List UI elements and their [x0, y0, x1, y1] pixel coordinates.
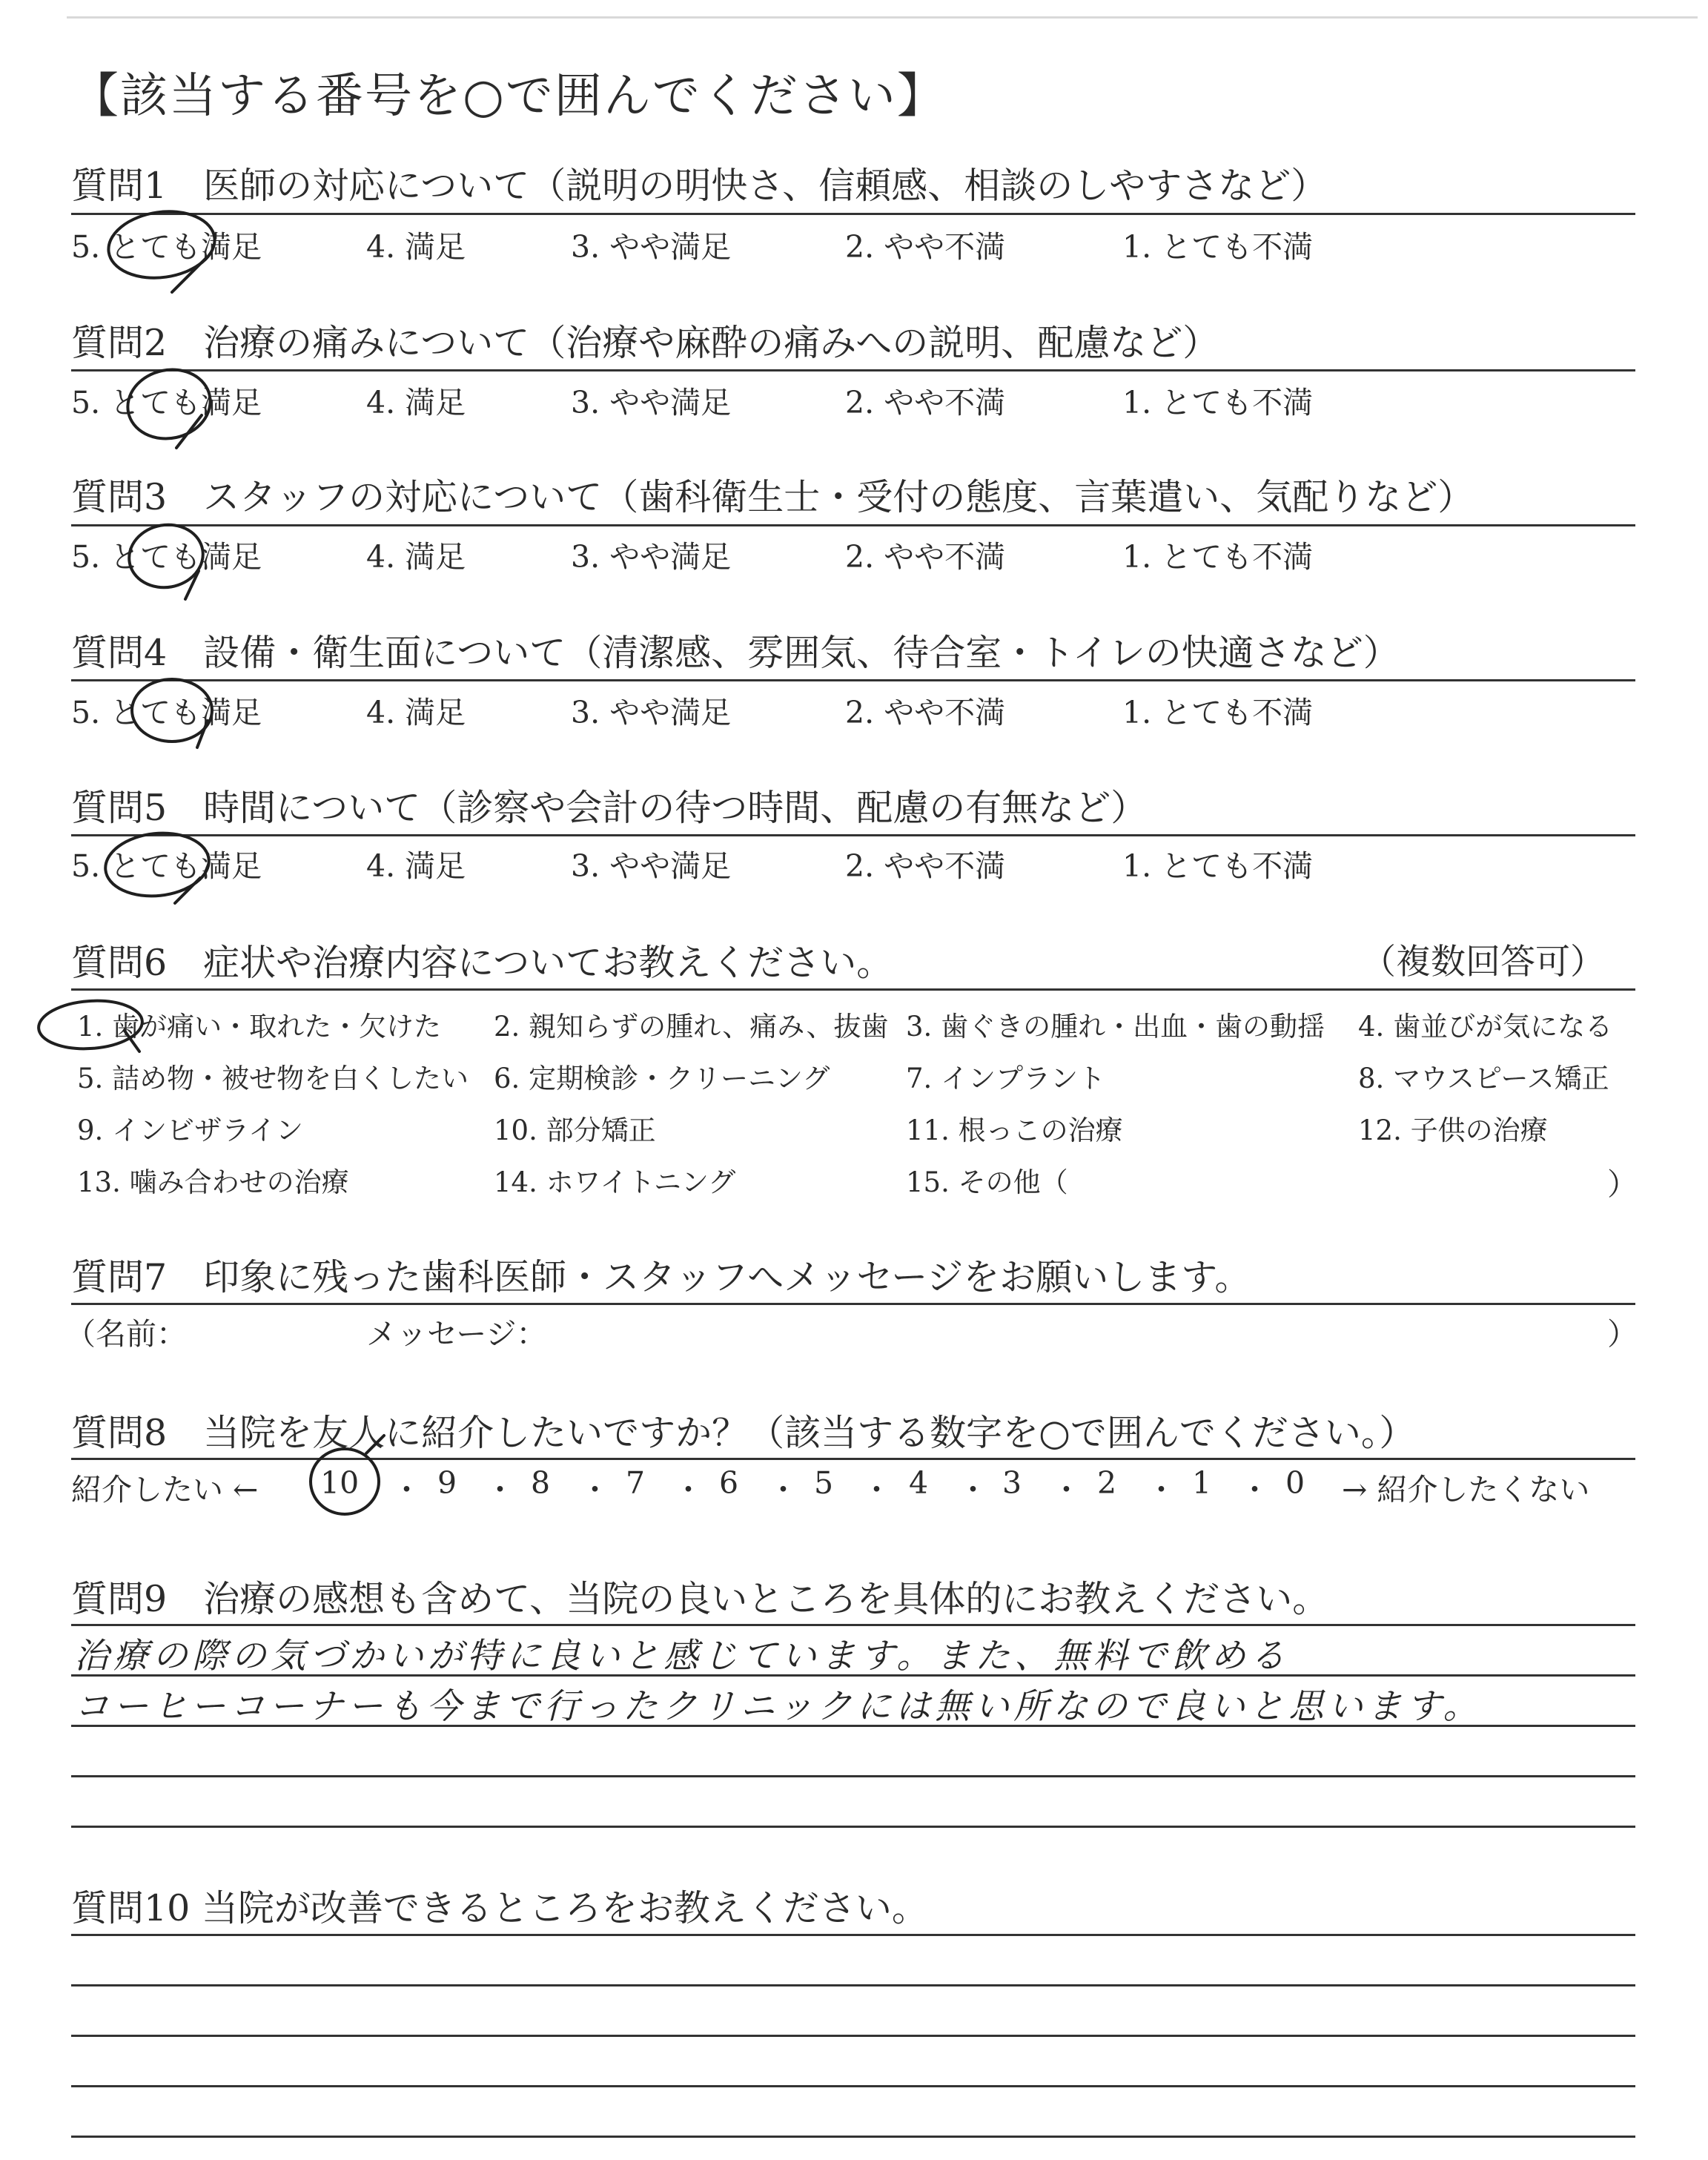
question-2: 質問2 治療の痛みについて（治療や麻酔の痛みへの説明、配慮など） — [71, 322, 1219, 364]
q8-separator: ・ — [1146, 1472, 1176, 1507]
q6-option-2[interactable]: 2. 親知らずの腫れ、痛み、抜歯 — [494, 1011, 889, 1043]
q5-option-4[interactable]: 4. 満足 — [366, 848, 466, 884]
q5-option-1[interactable]: 1. とても不満 — [1122, 848, 1314, 884]
q3-option-3[interactable]: 3. やや満足 — [571, 539, 732, 575]
q6-option-10[interactable]: 10. 部分矯正 — [494, 1114, 656, 1146]
q1-circle-mark — [105, 205, 219, 292]
q6-option-13[interactable]: 13. 噛み合わせの治療 — [77, 1166, 349, 1198]
q8-score-1[interactable]: 1 — [1192, 1465, 1212, 1501]
q5-option-3[interactable]: 3. やや満足 — [571, 848, 732, 884]
q8-separator: ・ — [391, 1472, 422, 1507]
q6-option-7[interactable]: 7. インプラント — [906, 1063, 1106, 1094]
q5-option-2[interactable]: 2. やや不満 — [845, 848, 1006, 884]
question-6: 質問6 症状や治療内容についてお教えください。 — [71, 942, 893, 984]
q8-separator: ・ — [768, 1472, 798, 1507]
q7-name-field[interactable]: （名前： — [65, 1316, 187, 1352]
q6-option-8[interactable]: 8. マウスピース矯正 — [1358, 1063, 1609, 1094]
q8-score-0[interactable]: 0 — [1285, 1465, 1305, 1501]
question-9: 質問9 治療の感想も含めて、当院の良いところを具体的にお教えください。 — [71, 1578, 1329, 1620]
q7-close: ） — [1607, 1316, 1638, 1352]
q1-option-2[interactable]: 2. やや不満 — [845, 229, 1006, 265]
q8-not-recommend-label: → 紹介したくない — [1342, 1472, 1590, 1507]
q6-other-close: ） — [1607, 1166, 1638, 1202]
q1-option-3[interactable]: 3. やや満足 — [571, 229, 732, 265]
q6-option-5[interactable]: 5. 詰め物・被せ物を白くしたい — [77, 1063, 469, 1094]
q5-circle-mark — [102, 828, 212, 903]
multiple-answers-note: （複数回答可） — [1361, 942, 1605, 982]
q8-score-10-circle-mark — [311, 1436, 384, 1514]
q1-option-1[interactable]: 1. とても不満 — [1122, 229, 1314, 265]
question-8: 質問8 当院を友人に紹介したいですか？（該当する数字を○で囲んでください。） — [71, 1412, 1416, 1454]
form-heading: 【該当する番号を○で囲んでください】 — [71, 69, 946, 124]
q6-option-12[interactable]: 12. 子供の治療 — [1358, 1114, 1548, 1146]
question-1: 質問1 医師の対応について（説明の明快さ、信頼感、相談のしやすさなど） — [71, 165, 1328, 207]
q6-option-4[interactable]: 4. 歯並びが気になる — [1358, 1011, 1613, 1043]
q8-score-7[interactable]: 7 — [626, 1465, 646, 1501]
question-10: 質問10 当院が改善できるところをお教えください。 — [71, 1887, 928, 1929]
q2-option-2[interactable]: 2. やや不満 — [845, 385, 1006, 420]
q6-option-1[interactable]: 1. 歯が痛い・取れた・欠けた — [77, 1011, 442, 1043]
q1-option-5[interactable]: 5. とても満足 — [71, 229, 262, 265]
q4-circle-mark — [132, 679, 212, 747]
q8-score-9[interactable]: 9 — [437, 1465, 457, 1501]
q8-score-8[interactable]: 8 — [531, 1465, 551, 1501]
q2-option-4[interactable]: 4. 満足 — [366, 385, 466, 420]
q2-option-5[interactable]: 5. とても満足 — [71, 385, 262, 420]
q3-option-5[interactable]: 5. とても満足 — [71, 539, 262, 575]
q8-separator: ・ — [958, 1472, 988, 1507]
q9-answer-line-2[interactable]: コーヒーコーナーも今まで行ったクリニックには無い所なので良いと思います。 — [74, 1686, 1483, 1727]
q4-option-1[interactable]: 1. とても不満 — [1122, 695, 1314, 730]
q4-option-3[interactable]: 3. やや満足 — [571, 695, 732, 730]
q5-option-5[interactable]: 5. とても満足 — [71, 848, 262, 884]
q1-option-4[interactable]: 4. 満足 — [366, 229, 466, 265]
q3-option-2[interactable]: 2. やや不満 — [845, 539, 1006, 575]
q6-option-14[interactable]: 14. ホワイトニング — [494, 1166, 736, 1198]
q8-separator: ・ — [673, 1472, 704, 1507]
q8-score-2[interactable]: 2 — [1097, 1465, 1117, 1501]
q8-score-10[interactable]: 10 — [320, 1465, 360, 1501]
q8-score-5[interactable]: 5 — [814, 1465, 834, 1501]
q7-message-field[interactable]: メッセージ： — [366, 1316, 547, 1352]
q8-score-3[interactable]: 3 — [1002, 1465, 1022, 1501]
question-7: 質問7 印象に残った歯科医師・スタッフへメッセージをお願いします。 — [71, 1256, 1251, 1298]
q2-circle-mark — [122, 362, 217, 448]
q4-option-4[interactable]: 4. 満足 — [366, 695, 466, 730]
question-3: 質問3 スタッフの対応について（歯科衛生士・受付の態度、言葉遣い、気配りなど） — [71, 476, 1474, 518]
q8-separator: ・ — [1051, 1472, 1082, 1507]
q8-separator: ・ — [861, 1472, 892, 1507]
q6-option-6[interactable]: 6. 定期検診・クリーニング — [494, 1063, 830, 1094]
q6-option-11[interactable]: 11. 根っこの治療 — [906, 1114, 1123, 1146]
q9-answer-line-1[interactable]: 治療の際の気づかいが特に良いと感じています。また、無料で飲める — [74, 1636, 1290, 1677]
q8-separator: ・ — [1239, 1472, 1270, 1507]
q4-option-2[interactable]: 2. やや不満 — [845, 695, 1006, 730]
q6-option-1-circle-mark — [37, 997, 144, 1052]
q6-option-9[interactable]: 9. インビザライン — [77, 1114, 303, 1146]
q6-option-3[interactable]: 3. 歯ぐきの腫れ・出血・歯の動揺 — [906, 1011, 1325, 1043]
q6-option-15[interactable]: 15. その他（ — [906, 1166, 1068, 1198]
q8-separator: ・ — [485, 1472, 515, 1507]
question-5: 質問5 時間について（診察や会計の待つ時間、配慮の有無など） — [71, 787, 1148, 829]
q8-recommend-label: 紹介したい ← — [71, 1472, 259, 1507]
q4-option-5[interactable]: 5. とても満足 — [71, 695, 262, 730]
q8-score-6[interactable]: 6 — [719, 1465, 739, 1501]
q3-option-1[interactable]: 1. とても不満 — [1122, 539, 1314, 575]
q2-option-1[interactable]: 1. とても不満 — [1122, 385, 1314, 420]
q3-option-4[interactable]: 4. 満足 — [366, 539, 466, 575]
q8-score-4[interactable]: 4 — [909, 1465, 929, 1501]
q3-circle-mark — [124, 519, 208, 599]
q2-option-3[interactable]: 3. やや満足 — [571, 385, 732, 420]
q8-separator: ・ — [580, 1472, 610, 1507]
question-4: 質問4 設備・衛生面について（清潔感、雰囲気、待合室・トイレの快適さなど） — [71, 632, 1400, 674]
